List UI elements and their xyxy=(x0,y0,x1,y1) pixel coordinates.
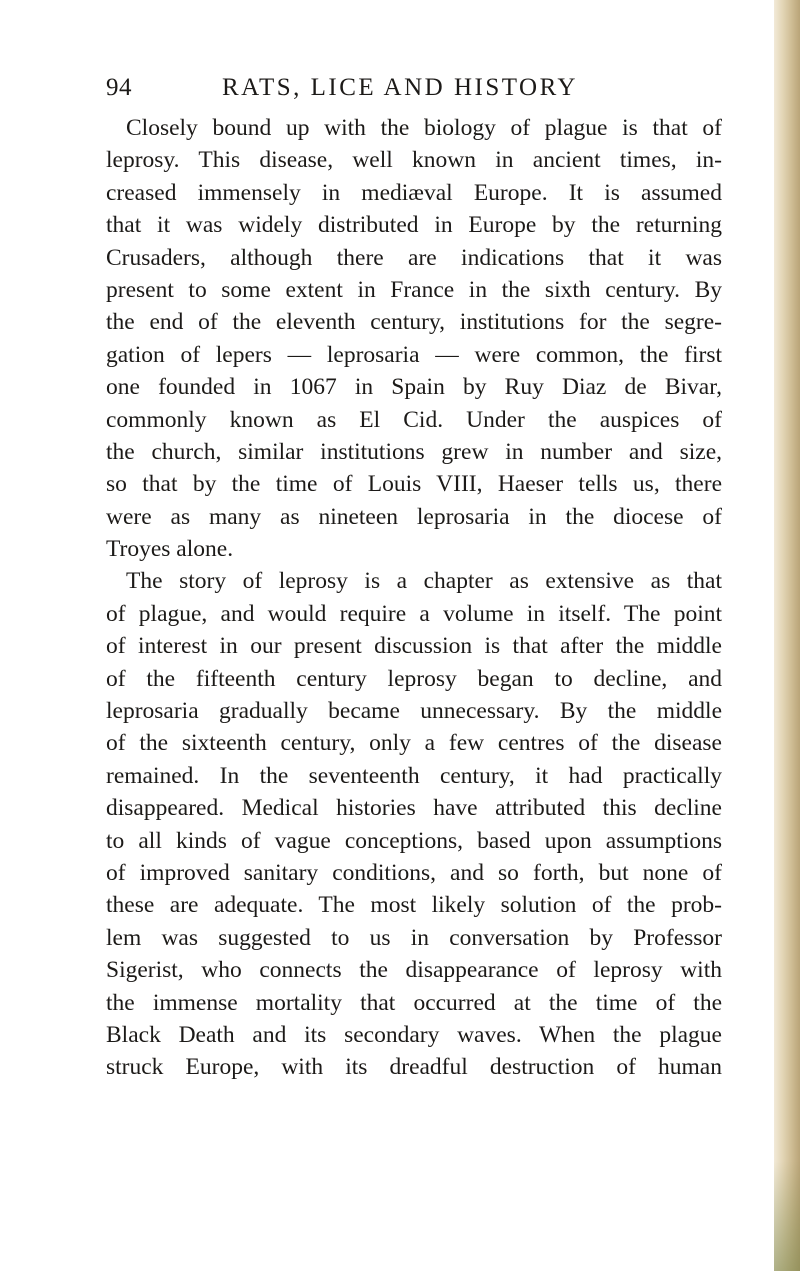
text-line: the church, similar institutions grew in number and size, xyxy=(106,438,722,465)
text-line: struck Europe, with its dreadful destruction of human xyxy=(106,1054,722,1081)
text-line: of the fifteenth century leprosy began to decline, and xyxy=(106,665,722,692)
text-line: commonly known as El Cid. Under the auspices of xyxy=(106,406,722,433)
text-line: Black Death and its secondary waves. When the plague xyxy=(106,1021,722,1048)
running-title: RATS, LICE AND HISTORY xyxy=(222,74,578,101)
text-line: The story of leprosy is a chapter as extensive as that xyxy=(126,568,722,595)
text-line: of the sixteenth century, only a few centres of the disease xyxy=(106,730,722,757)
text-line: gation of lepers — leprosaria — were common, the first xyxy=(106,341,722,368)
text-line: Crusaders, although there are indications that it was xyxy=(106,244,722,271)
text-line: the end of the eleventh century, institutions for the segre- xyxy=(106,309,722,336)
text-line: leprosy. This disease, well known in ancient times, in- xyxy=(106,147,722,174)
text-line: disappeared. Medical histories have attributed this decline xyxy=(106,795,722,822)
text-line: to all kinds of vague conceptions, based upon assumptions xyxy=(106,827,722,854)
text-line: lem was suggested to us in conversation by Professor xyxy=(106,924,722,951)
text-line: these are adequate. The most likely solution of the prob- xyxy=(106,892,722,919)
text-line: leprosaria gradually became unnecessary. By the middle xyxy=(106,698,722,725)
text-line: of plague, and would require a volume in itself. The point xyxy=(106,600,722,627)
page-number: 94 xyxy=(106,74,132,101)
text-line: Sigerist, who connects the disappearance of leprosy with xyxy=(106,957,722,984)
text-line: the immense mortality that occurred at the time of the xyxy=(106,989,722,1016)
text-line: remained. In the seventeenth century, it had practically xyxy=(106,762,722,789)
running-head xyxy=(106,74,722,110)
text-line: creased immensely in mediæval Europe. It is assumed xyxy=(106,179,722,206)
text-line: present to some extent in France in the sixth century. By xyxy=(106,276,722,303)
page-edge xyxy=(774,0,800,1271)
text-line: Closely bound up with the biology of plague is that of xyxy=(126,115,722,141)
text-line: that it was widely distributed in Europe by the returning xyxy=(106,212,722,239)
text-line: of improved sanitary conditions, and so forth, but none of xyxy=(106,859,722,886)
text-line: one founded in 1067 in Spain by Ruy Diaz de Bivar, xyxy=(106,374,722,401)
text-line: of interest in our present discussion is that after the middle xyxy=(106,633,722,660)
body-text xyxy=(106,112,722,1084)
text-line: so that by the time of Louis VIII, Haeser tells us, there xyxy=(106,471,722,498)
text-line: Troyes alone. xyxy=(106,536,234,563)
text-line: were as many as nineteen leprosaria in the diocese of xyxy=(106,503,722,530)
